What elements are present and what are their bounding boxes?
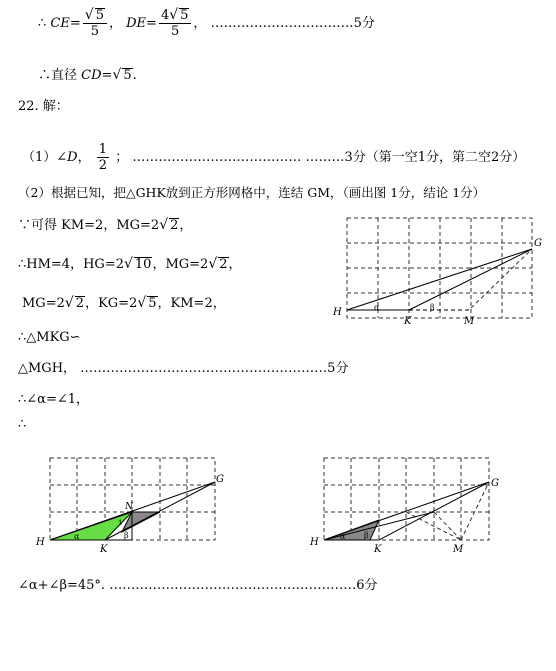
fig3-alpha: α [340,532,346,541]
de-label: DE= [126,16,157,31]
one-half [97,142,109,173]
line1-text: ∵可得 KM=2，MG=2 [18,218,160,233]
fig3-label-k: K [374,544,382,555]
final-text: ∠α+∠β=45°. [18,578,106,593]
line2-text-a: ∴HM=4，HG=2 [18,257,124,272]
diameter-line: ∴直径 CD=√ 5. [38,67,137,83]
half-den: 2 [98,158,108,173]
line2-text-b: ，MG=2 [152,257,209,272]
part2-line5 [18,360,348,378]
line3-text-b: ，KG=2 [85,296,138,311]
line1-end: ， [179,218,193,233]
ce-fraction: $\frac{√ 5}{5}$ [83,8,107,39]
part2-line6: ∴∠α=∠1， [18,392,89,407]
line3-radicand-1: 2 [75,296,85,311]
line1-radicand: 2 [170,218,179,233]
line5-dots: ………………………………………………… [80,361,328,376]
line3-radicand-2: 5 [148,296,157,311]
diameter-prefix: ∴直径 [38,68,78,83]
period: . [132,68,137,83]
fig3-label-m: M [453,544,464,555]
part1-dots: ………………………………… ……… [132,150,345,165]
fig3-label-h: H [310,537,319,548]
comma-1: ， [108,16,122,31]
part2-line4: ∴△MKG∽ [18,330,81,345]
line2-radicand-1: 10 [134,257,152,272]
de-denominator: 5 [171,24,180,39]
fig2-one: 1 [118,519,123,527]
part2-line2: ∴HM=4，HG=2√ 10，MG=2√ 2， [18,256,242,272]
comma-2: ， [193,16,207,31]
part1-score: 3分（第一空1分，第二空2分） [344,150,526,165]
comma: ， [77,150,91,165]
fig3-beta: β [364,531,369,540]
score-5: 5分 [353,16,375,31]
question-heading: 22. 解： [18,99,69,114]
line3-text-c: ，KM=2， [157,296,226,311]
de-coef: 4 [160,8,170,23]
leader-dots: …………………………… [210,16,354,31]
fig3-label-g: G [491,478,499,489]
figure-3 [306,452,506,557]
diameter-var: CD [81,68,102,83]
fig1-label-h: H [333,307,342,318]
fig1-label-k: K [404,316,412,327]
equals: = [101,68,113,83]
figure-1 [330,212,550,332]
part2-line7: ∴ [18,417,27,432]
final-score: 6分 [356,578,378,593]
ce-denominator: 5 [90,24,99,39]
semicolon: ； [115,150,129,165]
diameter-radicand: 5 [123,68,132,83]
final-line [18,577,377,595]
part2-line1: ∵可得 KM=2，MG=2√ 2， [18,217,193,233]
part2-line3: MG=2√ 2，KG=2√ 5，KM=2， [22,295,226,311]
ce-radicand: 5 [95,8,104,23]
fig2-beta: β [124,531,129,540]
part1-line [22,142,525,173]
fig1-alpha: α [374,303,380,312]
part1-label: （1） [22,150,57,165]
triangle-1 [347,249,532,310]
fig2-label-k: K [100,544,108,555]
fig2-label-g: G [216,474,224,485]
de-fraction: $\frac{4√ 5}{5}$ [159,8,191,39]
line3-text-a: MG=2 [22,296,65,311]
line5-text: △MGH， [18,361,77,376]
half-num: 1 [98,142,108,157]
ce-de-line [38,8,375,39]
de-radicand: 5 [180,8,189,23]
line2-end: ， [228,257,242,272]
final-dots: ………………………………………………… [109,578,357,593]
grid-3 [324,458,489,540]
fig2-label-n: N [125,502,133,512]
fig1-label-m: M [464,316,475,327]
line2-radicand-2: 2 [219,257,228,272]
ce-label: CE= [50,16,81,31]
fig1-label-g: G [534,238,542,249]
figure-2 [30,452,230,557]
angle-d: ∠D [56,150,78,165]
therefore-symbol: ∴ [38,16,47,31]
fig2-alpha: α [74,532,80,541]
part2-intro: （2）根据已知，把△GHK放到正方形网格中，连结 GM，（画出图 1分，结论 1分） [18,185,486,200]
line5-score: 5分 [327,361,349,376]
fig2-label-h: H [36,537,45,548]
fig1-beta: β [430,303,435,312]
